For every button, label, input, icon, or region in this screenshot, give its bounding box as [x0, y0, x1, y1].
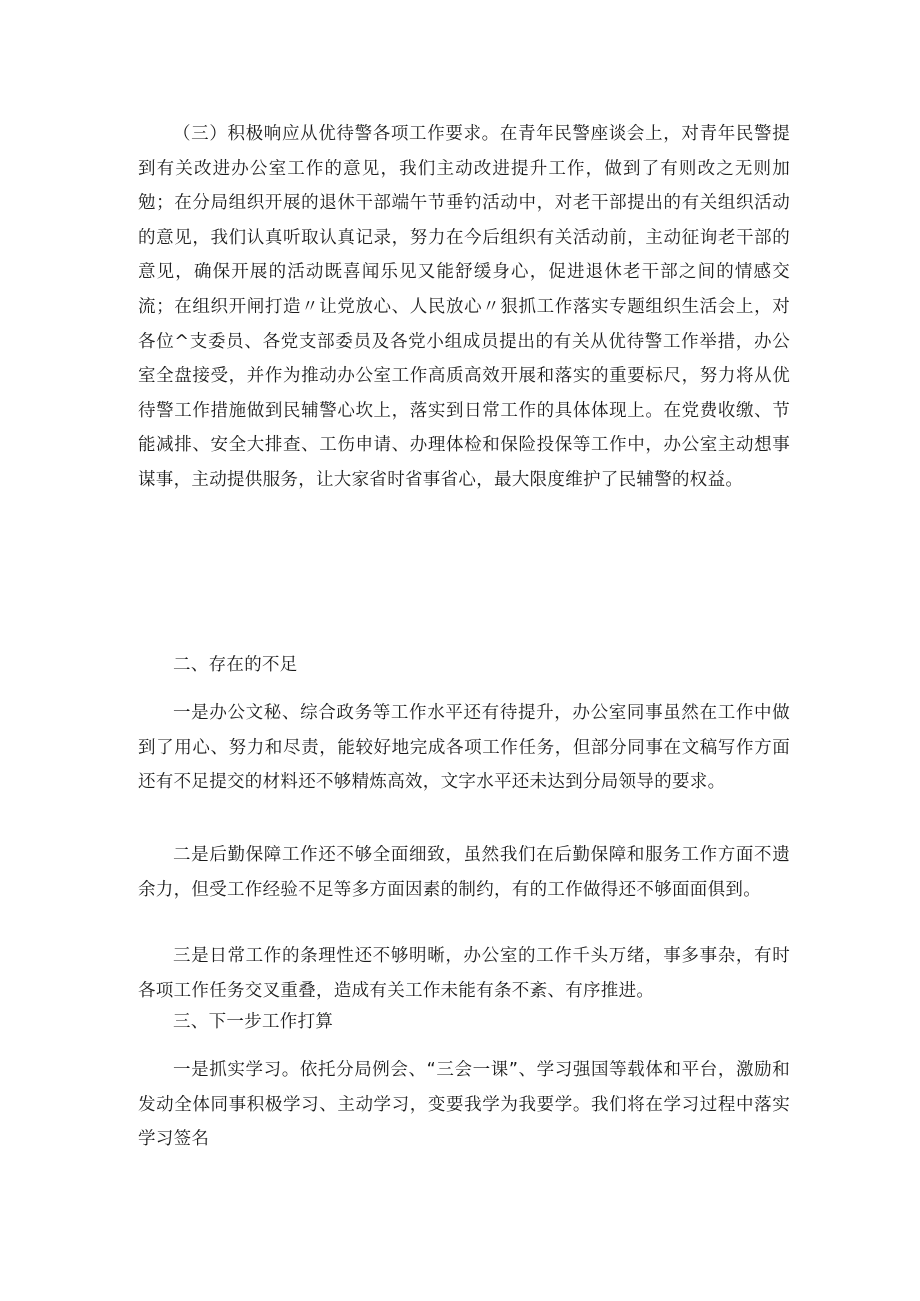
- paragraph-shortcoming-1: 一是办公文秘、综合政务等工作水平还有待提升，办公室同事虽然在工作中做到了用心、努力和尽责，能较好地完成各项工作任务，但部分同事在文稿写作方面还有不足提交的材料还不够精炼高效，文字水平还未达到分局领导的要求。: [138, 703, 790, 793]
- section-heading-shortcomings: 二、存在的不足: [173, 655, 298, 675]
- paragraph-shortcoming-2: 二是后勤保障工作还不够全面细致，虽然我们在后勤保障和服务工作方面不遗余力，但受工作经验不足等多方面因素的制约，有的工作做得还不够面面俱到。: [138, 845, 790, 900]
- paragraph-plan-1: 一是抓实学习。依托分局例会、“三会一课”、学习强国等载体和平台，激励和发动全体同事积极学习、主动学习，变要我学为我要学。我们将在学习过程中落实学习签名: [138, 1060, 790, 1150]
- section-heading-next-steps: 三、下一步工作打算: [173, 1012, 334, 1032]
- paragraph-favorable-treatment: （三）积极响应从优待警各项工作要求。在青年民警座谈会上，对青年民警提到有关改进办公室工作的意见，我们主动改进提升工作，做到了有则改之无则加勉；在分局组织开展的退休干部端午节垂钓活动中，对老干部提出的有关组织活动的意见，我们认真听取认真记录，努力在今后组织有关活动前，主动征询老干部的意见，确保开展的活动既喜闻乐见又能舒缓身心，促进退休老干部之间的情感交流；在组织开闸打造〃让党放心、人民放心〃狠抓工作落实专题组织生活会上，对各位^支委员、各党支部委员及各党小组成员提出的有关从优待警工作举措，办公室全盘接受，并作为推动办公室工作高质高效开展和落实的重要标尺，努力将从优待警工作措施做到民辅警心坎上，落实到日常工作的具体体现上。在党费收缴、节能减排、安全大排查、工伤申请、办理体检和保险投保等工作中，办公室主动想事谋事，主动提供服务，让大家省时省事省心，最大限度维护了民辅警的权益。: [138, 124, 790, 490]
- paragraph-shortcoming-3: 三是日常工作的条理性还不够明晰，办公室的工作千头万绪，事多事杂，有时各项工作任务交叉重叠，造成有关工作未能有条不紊、有序推进。: [138, 946, 790, 1001]
